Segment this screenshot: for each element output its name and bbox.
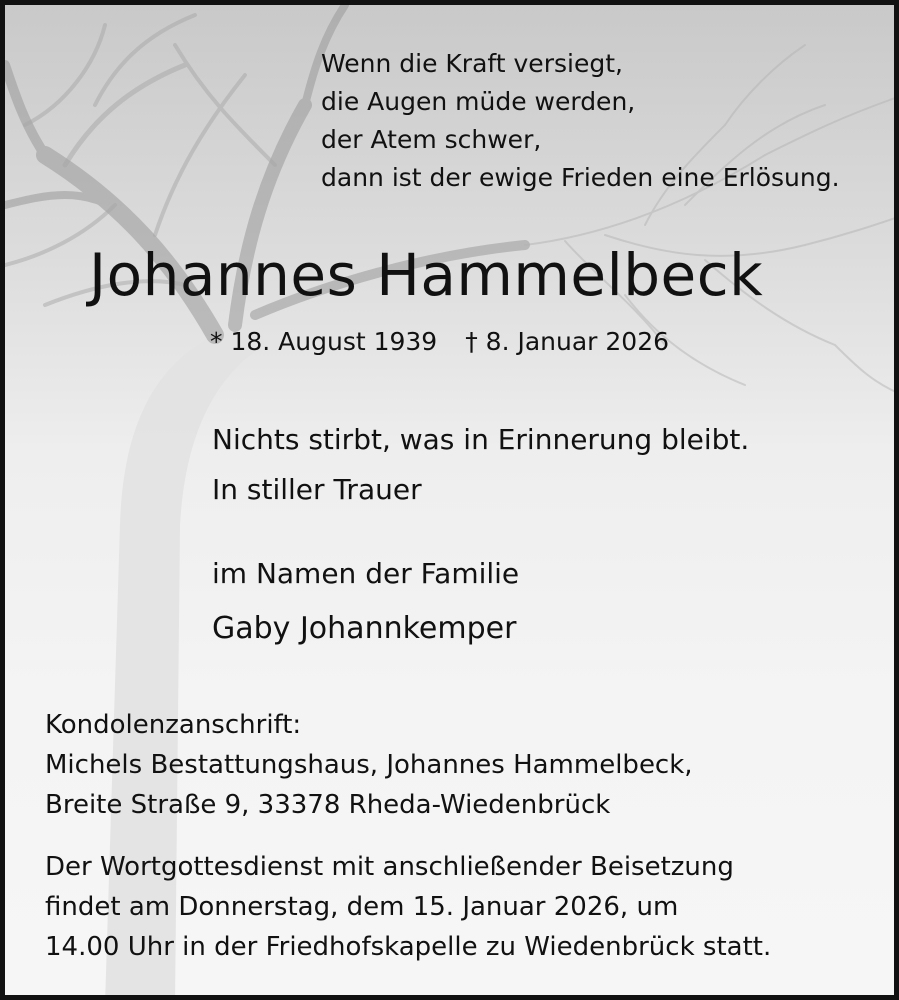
poem-line: Wenn die Kraft versiegt, — [321, 49, 623, 78]
service-info — [45, 847, 771, 967]
poem — [321, 45, 840, 197]
life-dates — [210, 323, 669, 361]
birth-date: * 18. August 1939 — [210, 327, 438, 356]
condolence-line: Breite Straße 9, 33378 Rheda-Wiedenbrück — [45, 790, 611, 820]
poem-line: der Atem schwer, — [321, 125, 542, 154]
service-line: Der Wortgottesdienst mit anschließender Beisetzung — [45, 852, 734, 882]
signer-name: Gaby Johannkemper — [212, 611, 517, 646]
poem-line: dann ist der ewige Frieden eine Erlösung. — [321, 163, 840, 192]
condolence-line: Kondolenzanschrift: — [45, 710, 302, 740]
death-date: † 8. Januar 2026 — [465, 327, 670, 356]
deceased-name: Johannes Hammelbeck — [89, 241, 764, 309]
memorial-quote: Nichts stirbt, was in Erinnerung bleibt. — [212, 423, 750, 456]
poem-line: die Augen müde werden, — [321, 87, 636, 116]
condolence-address — [45, 705, 693, 825]
family-line: im Namen der Familie — [212, 557, 520, 590]
service-line: 14.00 Uhr in der Friedhofskapelle zu Wiedenbrück statt. — [45, 932, 772, 962]
service-line: findet am Donnerstag, dem 15. Januar 2026, um — [45, 892, 679, 922]
condolence-line: Michels Bestattungshaus, Johannes Hammelbeck, — [45, 750, 693, 780]
mourning-line: In stiller Trauer — [212, 473, 422, 506]
